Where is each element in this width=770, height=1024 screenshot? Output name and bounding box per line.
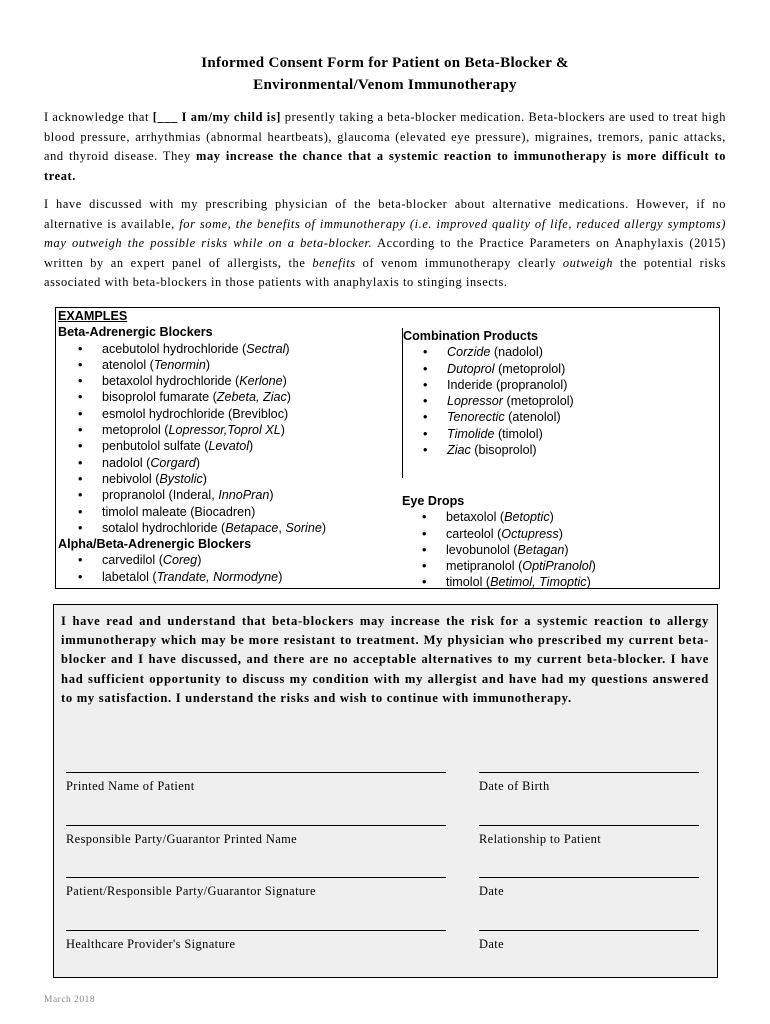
form-title (0, 52, 770, 96)
signature-line (479, 816, 699, 826)
drug-text: labetalol ( (102, 569, 157, 584)
drug-text: ) (285, 341, 290, 356)
relationship-field[interactable] (479, 816, 699, 847)
list-item (402, 574, 717, 590)
brand-name: OptiPranolol (522, 559, 592, 574)
title-line-2: Environmental/Venom Immunotherapy (253, 77, 517, 93)
drug-text: ) (549, 510, 554, 525)
combination-list (403, 344, 718, 458)
p1-selection: [___ I am/my child is] (152, 110, 281, 124)
list-item (58, 552, 398, 568)
brand-name: Sectral (246, 341, 286, 356)
p2-italic-f: outweigh (562, 255, 614, 270)
examples-heading: EXAMPLES (58, 309, 128, 323)
field-label: Healthcare Provider's Signature (66, 937, 236, 951)
field-label: Date (479, 937, 504, 951)
combination-heading: Combination Products (403, 329, 539, 343)
brand-name: Kerlone (239, 374, 283, 389)
field-label: Date (479, 884, 504, 898)
alpha-beta-heading: Alpha/Beta-Adrenergic Blockers (58, 537, 252, 552)
signature-line (66, 921, 446, 931)
field-label: Responsible Party/Guarantor Printed Name (66, 832, 298, 846)
drug-text: bisoprolol fumarate ( (102, 390, 217, 405)
brand-name: Timolide (447, 426, 495, 441)
drug-text: ) (282, 374, 287, 389)
list-item (58, 389, 398, 405)
drug-text: ) (202, 471, 207, 486)
list-item (58, 373, 398, 389)
drug-text: timolol ( (446, 575, 491, 590)
signature-line (66, 763, 446, 773)
drug-text: acebutolol hydrochloride ( (102, 341, 247, 356)
responsible-party-name-field[interactable] (66, 816, 446, 847)
drug-text: ) (591, 559, 596, 574)
drug-text: esmolol hydrochloride (Brevibloc) (102, 406, 289, 421)
drug-text: ) (586, 575, 591, 590)
drug-text: ) (280, 423, 285, 438)
brand-name: Dutoprol (447, 361, 495, 376)
list-item (403, 426, 718, 442)
patient-signature-field[interactable] (66, 868, 446, 899)
field-label: Printed Name of Patient (66, 779, 195, 793)
drug-text: betaxolol ( (446, 510, 505, 525)
list-item (58, 569, 398, 585)
examples-left-column (58, 308, 398, 585)
drug-text: betaxolol hydrochloride ( (102, 374, 240, 389)
provider-date-field[interactable] (479, 921, 699, 952)
drug-text: , (278, 520, 286, 535)
brand-name: Betapace (225, 520, 279, 535)
field-label: Date of Birth (479, 779, 550, 793)
drug-text: ) (321, 520, 327, 535)
brand-name: Sorine (285, 520, 322, 535)
drug-text: (metoprolol) (503, 394, 574, 409)
drug-text: metipranolol ( (446, 559, 523, 574)
consent-statement: I have read and understand that beta-blockers may increase the risk for a systemic reaction to allergy immunotherapy which may be more resistant to treatment. My physician who prescribed my current beta-blocker and I have discussed, and there are no acceptable alternatives to my current beta-blocker. I have had sufficient opportunity to discuss my condition with my allergist and have had my questions answered to my satisfaction. I understand the risks and wish to continue with immunotherapy. (61, 614, 709, 705)
list-item (403, 361, 718, 377)
signature-line (479, 868, 699, 878)
list-item (58, 471, 398, 487)
p2-italic-d: benefits (312, 255, 356, 270)
drug-text: ) (558, 526, 563, 541)
list-item (403, 409, 718, 425)
drug-text: penbutolol sulfate ( (102, 439, 209, 454)
drug-text: carvedilol ( (102, 553, 163, 568)
drug-text: ) (278, 569, 283, 584)
list-item (58, 487, 398, 503)
date-of-birth-field[interactable] (479, 763, 699, 794)
signature-line (66, 816, 446, 826)
alpha-beta-list (58, 552, 398, 585)
eye-drops-column (402, 493, 717, 591)
list-item (402, 542, 717, 558)
drug-text: sotalol hydrochloride ( (102, 520, 226, 535)
drug-text: timolol maleate (Biocadren) (102, 504, 256, 519)
p1-text-a: I acknowledge that (44, 110, 153, 124)
drug-text: atenolol ( (102, 357, 154, 372)
brand-name: Corgard (150, 455, 196, 470)
list-item (58, 357, 398, 373)
p2-italic-b: for some, the benefits of immunotherapy (i.e. improved quality of life, reduced allergy symptoms) may outweigh the possible risks while on a beta-blocker. (44, 216, 726, 250)
brand-name: Octupress (501, 526, 559, 541)
p1-emphasis: may increase the chance that a systemic reaction to immunotherapy is more difficult to treat. (44, 149, 726, 183)
brand-name: Levatol (208, 439, 250, 454)
brand-name: Betimol, Timoptic (490, 575, 587, 590)
list-item (58, 520, 398, 536)
drug-text: (timolol) (494, 426, 543, 441)
drug-text: (atenolol) (504, 410, 561, 425)
list-item (58, 438, 398, 454)
p2-text-a: I have discussed with my prescribing physician of the beta-blocker about alternative medications. However, if no alternative is available, (44, 197, 726, 231)
list-item (403, 442, 718, 458)
beta-blockers-heading: Beta-Adrenergic Blockers (58, 325, 213, 340)
list-item (58, 455, 398, 471)
brand-name: Tenormin (153, 357, 206, 372)
brand-name: Coreg (162, 553, 198, 568)
drug-text: (nadolol) (490, 345, 543, 360)
list-item (403, 393, 718, 409)
drug-text: (bisoprolol) (470, 443, 537, 458)
brand-name: Zebeta, Ziac (216, 390, 287, 405)
printed-name-field[interactable] (66, 763, 446, 794)
brand-name: Lopressor,Toprol XL (168, 423, 281, 438)
list-item (58, 341, 398, 357)
list-item (58, 504, 398, 520)
provider-signature-field[interactable] (66, 921, 446, 952)
acknowledgement-paragraph (44, 108, 726, 186)
brand-name: Trandate, Normodyne (156, 569, 279, 584)
drug-text: Inderide (propranolol) (447, 377, 568, 392)
list-item (403, 377, 718, 393)
p2-text-e: of venom immunotherapy clearly (355, 255, 563, 270)
eye-drops-list (402, 509, 717, 590)
brand-name: Betagan (517, 542, 565, 557)
examples-box (55, 307, 720, 589)
drug-text: metoprolol ( (102, 423, 169, 438)
signature-date-field[interactable] (479, 868, 699, 899)
drug-text: ) (205, 357, 211, 372)
brand-name: Bystolic (159, 471, 203, 486)
beta-blockers-list (58, 341, 398, 537)
brand-name: Ziac (447, 443, 471, 458)
p2-text-g: the potential risks associated with beta-blockers in those patients with anaphylaxis to stinging insects. (44, 255, 727, 289)
drug-text: ) (269, 488, 274, 503)
p2-text-c: According to the Practice Parameters on Anaphylaxis (2015) written by an expert panel of allergists, the (44, 236, 726, 270)
brand-name: Tenorectic (447, 410, 505, 425)
drug-text: carteolol ( (446, 526, 502, 541)
drug-text: ) (564, 542, 569, 557)
signature-line (66, 868, 446, 878)
field-label: Patient/Responsible Party/Guarantor Signature (66, 884, 316, 898)
drug-text: (metoprolol) (494, 361, 566, 376)
signature-line (479, 921, 699, 931)
title-line-1: Informed Consent Form for Patient on Beta-Blocker & (201, 55, 569, 71)
drug-text: propranolol (Inderal, (102, 488, 219, 503)
drug-text: ) (195, 455, 201, 470)
drug-text: nebivolol ( (102, 471, 160, 486)
brand-name: Corzide (447, 345, 491, 360)
field-label: Relationship to Patient (479, 832, 602, 846)
discussion-paragraph (44, 195, 726, 293)
consent-box (53, 604, 718, 978)
footer-date: March 2018 (44, 995, 96, 1005)
drug-text: levobunolol ( (446, 542, 518, 557)
drug-text: nadolol ( (102, 455, 151, 470)
list-item (58, 422, 398, 438)
list-item (58, 406, 398, 422)
brand-name: Betoptic (504, 510, 550, 525)
list-item (402, 509, 717, 525)
combination-column (402, 328, 718, 478)
list-item (403, 344, 718, 360)
drug-text: ) (197, 553, 202, 568)
brand-name: InnoPran (218, 488, 270, 503)
drug-text: ) (249, 439, 254, 454)
drug-text: ) (286, 390, 291, 405)
list-item (402, 526, 717, 542)
list-item (402, 558, 717, 574)
eye-drops-heading: Eye Drops (402, 494, 465, 508)
brand-name: Lopressor (447, 394, 504, 409)
p1-text-c: presently taking a beta-blocker medication. Beta-blockers are used to treat high blood pressure, arrhythmias (abnormal heartbeats), glaucoma (elevated eye pressure), migraines, tremors, panic attacks, and thyroid disease. They (44, 110, 726, 163)
signature-line (479, 763, 699, 773)
